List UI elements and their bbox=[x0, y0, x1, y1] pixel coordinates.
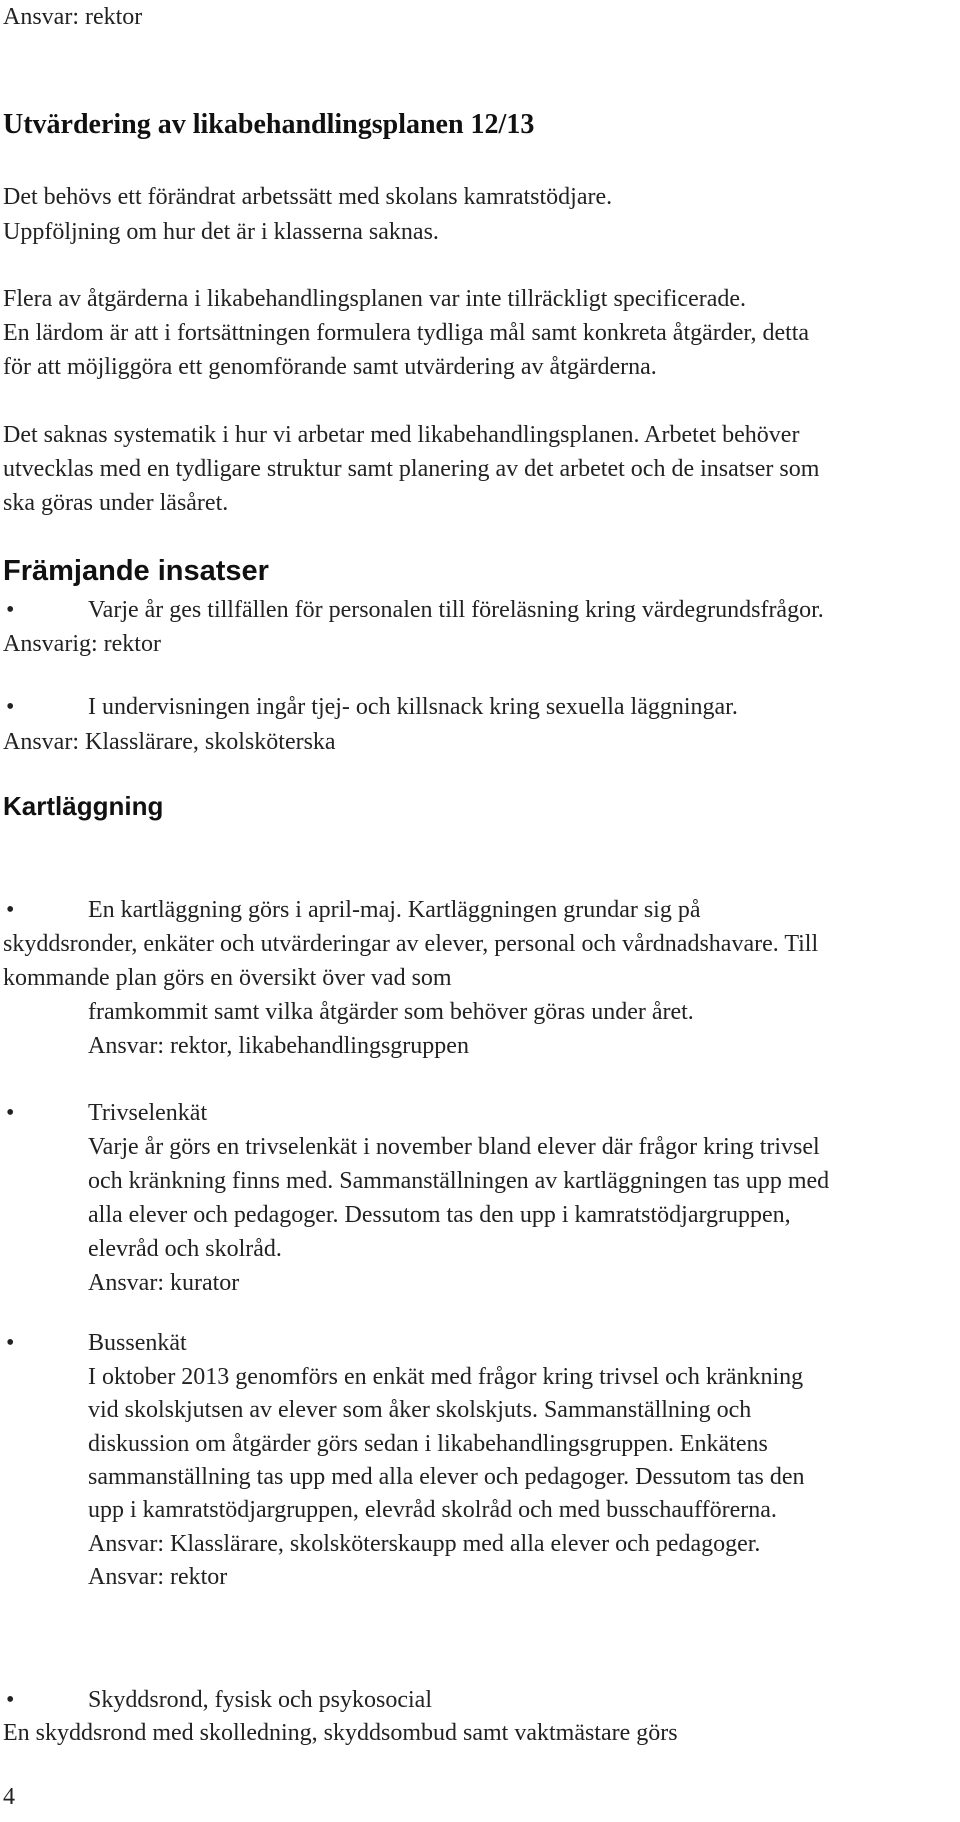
skyddsrond-line1: En skyddsrond med skolledning, skyddsombud samt vaktmästare görs bbox=[3, 1720, 678, 1746]
eval-para2-line3: för att möjliggöra ett genomförande samt utvärdering av åtgärderna. bbox=[3, 354, 657, 380]
bussenkat-line1: I oktober 2013 genomförs en enkät med frågor kring trivsel och kränkning bbox=[88, 1364, 804, 1390]
kartlaggning-item1-line2: skyddsronder, enkäter och utvärderingar av elever, personal och vårdnadshavare. Till bbox=[3, 931, 819, 957]
trivselenkat-line1: Varje år görs en trivselenkät i november bland elever där frågor kring trivsel bbox=[88, 1134, 820, 1160]
eval-para1-line2: Uppföljning om hur det är i klasserna saknas. bbox=[3, 219, 439, 245]
eval-para2-line2: En lärdom är att i fortsättningen formulera tydliga mål samt konkreta åtgärder, detta bbox=[3, 320, 810, 346]
bussenkat-line3: diskussion om åtgärder görs sedan i likabehandlingsgruppen. Enkätens bbox=[88, 1431, 768, 1457]
bullet-icon: • bbox=[6, 694, 15, 720]
bussenkat-title: Bussenkät bbox=[88, 1330, 187, 1356]
trivselenkat-line2: och kränkning finns med. Sammanställningen av kartläggningen tas upp med bbox=[88, 1168, 830, 1194]
trivselenkat-responsible: Ansvar: kurator bbox=[88, 1270, 240, 1296]
trivselenkat-line4: elevråd och skolråd. bbox=[88, 1236, 282, 1262]
kartlaggning-item1-line3: kommande plan görs en översikt över vad som bbox=[3, 965, 452, 991]
framjande-item2-text: I undervisningen ingår tjej- och killsnack kring sexuella läggningar. bbox=[88, 694, 738, 720]
bussenkat-line4: sammanställning tas upp med alla elever och pedagoger. Dessutom tas den bbox=[88, 1464, 805, 1490]
kartlaggning-item1-line4: framkommit samt vilka åtgärder som behöver göras under året. bbox=[88, 999, 694, 1025]
eval-para2-line1: Flera av åtgärderna i likabehandlingsplanen var inte tillräckligt specificerade. bbox=[3, 286, 747, 312]
skyddsrond-title: Skyddsrond, fysisk och psykosocial bbox=[88, 1687, 432, 1713]
bullet-icon: • bbox=[6, 1687, 15, 1713]
eval-para3-line2: utvecklas med en tydligare struktur samt planering av det arbetet och de insatser som bbox=[3, 456, 820, 482]
bullet-icon: • bbox=[6, 597, 15, 623]
page-title: Utvärdering av likabehandlingsplanen 12/13 bbox=[3, 109, 535, 140]
section-heading-framjande: Främjande insatser bbox=[3, 555, 269, 587]
section-heading-kartlaggning: Kartläggning bbox=[3, 791, 164, 821]
kartlaggning-item1-responsible: Ansvar: rektor, likabehandlingsgruppen bbox=[88, 1033, 469, 1059]
page-number: 4 bbox=[3, 1784, 15, 1810]
framjande-item1-text: Varje år ges tillfällen för personalen till föreläsning kring värdegrundsfrågor. bbox=[88, 597, 824, 623]
eval-para3-line3: ska göras under läsåret. bbox=[3, 490, 229, 516]
framjande-item2-responsible: Ansvar: Klasslärare, skolsköterska bbox=[3, 729, 336, 755]
trivselenkat-title: Trivselenkät bbox=[88, 1100, 208, 1126]
bussenkat-line5: upp i kamratstödjargruppen, elevråd skolråd och med busschaufförerna. bbox=[88, 1497, 777, 1523]
bussenkat-line2: vid skolskjutsen av elever som åker skolskjuts. Sammanställning och bbox=[88, 1397, 752, 1423]
eval-para3-line1: Det saknas systematik i hur vi arbetar med likabehandlingsplanen. Arbetet behöver bbox=[3, 422, 800, 448]
bussenkat-line6: Ansvar: Klasslärare, skolsköterskaupp med alla elever och pedagoger. bbox=[88, 1531, 761, 1557]
header-text: Ansvar: rektor bbox=[3, 4, 143, 30]
eval-para1-line1: Det behövs ett förändrat arbetssätt med skolans kamratstödjare. bbox=[3, 184, 613, 210]
kartlaggning-item1-line1: En kartläggning görs i april-maj. Kartläggningen grundar sig på bbox=[88, 897, 701, 923]
trivselenkat-line3: alla elever och pedagoger. Dessutom tas den upp i kamratstödjargruppen, bbox=[88, 1202, 791, 1228]
bullet-icon: • bbox=[6, 897, 15, 923]
bullet-icon: • bbox=[6, 1100, 15, 1126]
bussenkat-line7: Ansvar: rektor bbox=[88, 1564, 228, 1590]
bullet-icon: • bbox=[6, 1330, 15, 1356]
framjande-item1-responsible: Ansvarig: rektor bbox=[3, 631, 161, 657]
